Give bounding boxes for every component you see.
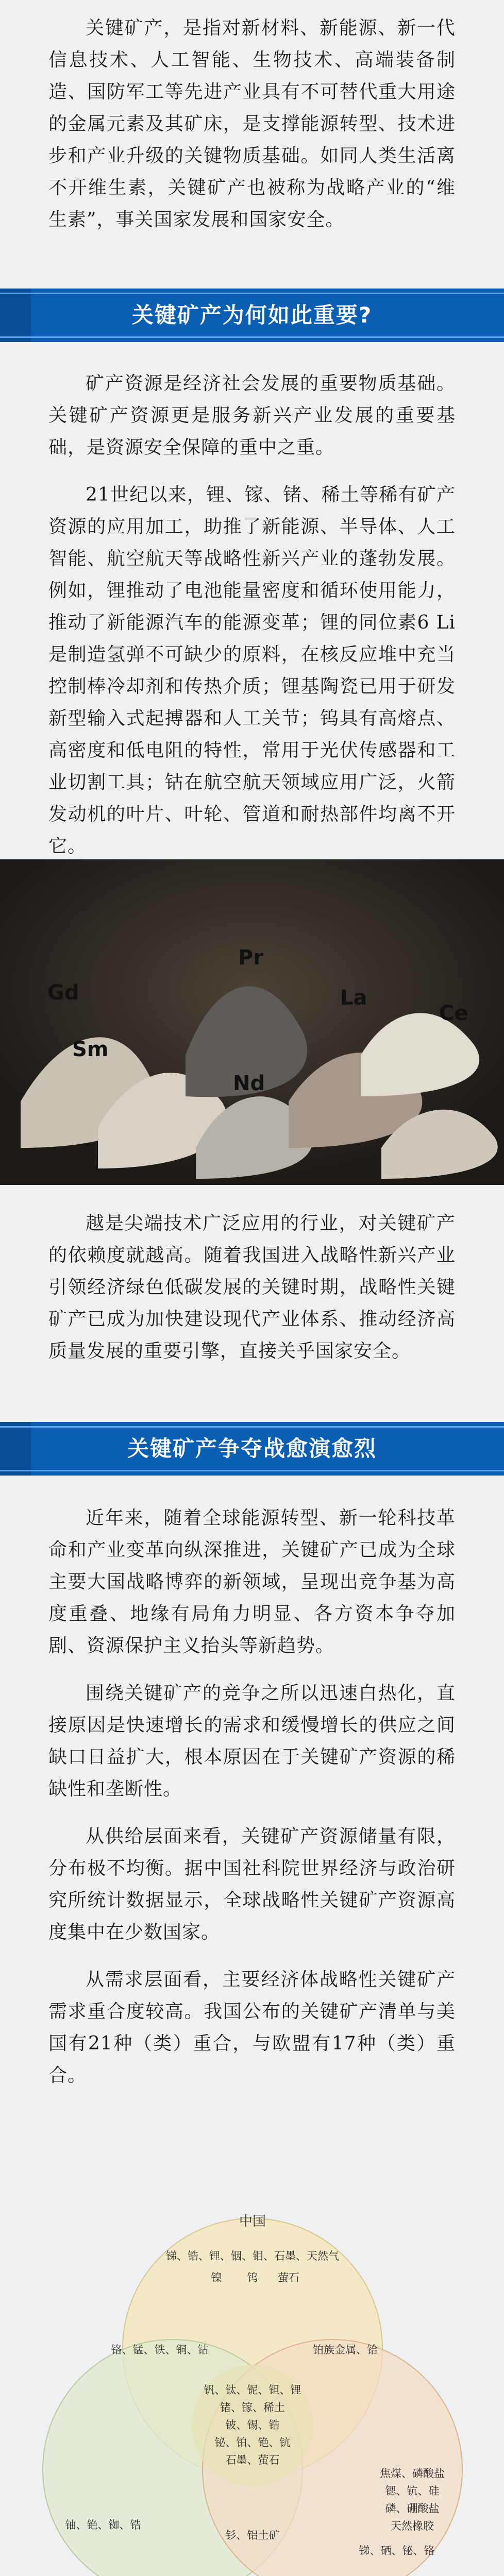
section2-paragraph: 从需求层面看，主要经济体战略性关键矿产需求重合度较高。我国公布的关键矿产清单与美国有21种（类）重合，与欧盟有17种（类）重合。 bbox=[48, 1969, 456, 2086]
section1-paragraph: 矿产资源是经济社会发展的重要物质基础。关键矿产资源更是服务新兴产业发展的重要基础，是资源安全保障的重中之重。 bbox=[48, 373, 456, 458]
rare-earth-minerals-photo bbox=[0, 859, 504, 1185]
element-tag-pr: Pr bbox=[238, 946, 264, 970]
section1-paragraph: 越是尖端技术广泛应用的行业，对关键矿产的依赖度就越高。随着我国进入战略性新兴产业引领经济绿色低碳发展的关键时期，战略性关键矿产已成为加快建设现代产业体系、推动经济高质量发展的重要引擎，直接关乎国家安全。 bbox=[48, 1213, 456, 1362]
venn-eu-only: 天然橡胶 bbox=[391, 2520, 434, 2532]
element-tag-gd: Gd bbox=[47, 981, 79, 1005]
venn-label-china: 中国 bbox=[239, 2213, 266, 2229]
venn-usa-eu: 钐、铝土矿 bbox=[225, 2530, 280, 2541]
section1-text bbox=[0, 368, 504, 862]
section-title: 关键矿产为何如此重要? bbox=[131, 302, 373, 328]
venn-all-three: 锗、镓、稀土 bbox=[220, 2402, 285, 2414]
venn-eu-only: 磷、硼酸盐 bbox=[385, 2503, 440, 2515]
element-tag-sm: Sm bbox=[72, 1038, 109, 1061]
venn-china-eu: 铂族金属、铪 bbox=[313, 2344, 378, 2356]
venn-china-only: 锑、锆、锂、铟、钼、石墨、天然气 bbox=[166, 2250, 339, 2262]
venn-china-only: 萤石 bbox=[278, 2272, 299, 2284]
venn-all-three: 铋、铂、铯、钪 bbox=[214, 2437, 291, 2449]
venn-eu-only: 锶、钪、硅 bbox=[385, 2485, 440, 2497]
section-banner-why-important bbox=[0, 289, 504, 342]
section1-text-after-photo bbox=[0, 1208, 504, 1367]
venn-all-three: 石墨、萤石 bbox=[225, 2454, 280, 2466]
section2-paragraph: 近年来，随着全球能源转型、新一轮科技革命和产业变革向纵深推进，关键矿产已成为全球主要大国战略博弈的新领域，呈现出竞争基为高度重叠、地缘有局角力明显、各方资本争夺加剧、资源保护主义抬头等新趋势。 bbox=[48, 1507, 456, 1656]
venn-svg bbox=[0, 2199, 504, 2576]
section-banner-competition bbox=[0, 1422, 504, 1476]
venn-china-only: 镍 bbox=[211, 2272, 222, 2284]
element-tag-la: La bbox=[340, 986, 367, 1010]
venn-eu-only: 焦煤、磷酸盐 bbox=[380, 2468, 445, 2480]
section2-text bbox=[0, 1502, 504, 2092]
venn-china-usa: 铬、锰、铁、铜、钴 bbox=[111, 2344, 209, 2356]
section2-paragraph: 从供给层面来看，关键矿产资源储量有限，分布极不均衡。据中国社科院世界经济与政治研究所统计数据显示，全球战略性关键矿产资源高度集中在少数国家。 bbox=[48, 1826, 456, 1943]
venn-eu-only: 锑、硒、铋、铬 bbox=[359, 2545, 435, 2557]
element-tag-ce: Ce bbox=[439, 1002, 468, 1025]
venn-all-three: 铍、锡、锆 bbox=[225, 2419, 280, 2431]
intro-paragraph: 关键矿产，是指对新材料、新能源、新一代信息技术、人工智能、生物技术、高端装备制造、国防军工等先进产业具有不可替代重大用途的金属元素及其矿床，是支撑能源转型、技术进步和产业升级的关键物质基础。如同人类生活离不开维生素，关键矿产也被称为战略产业的“维生素”，事关国家发展和国家安全。 bbox=[48, 18, 456, 230]
section1-paragraph: 21世纪以来，锂、镓、锗、稀土等稀有矿产资源的应用加工，助推了新能源、半导体、人工智能、航空航天等战略性新兴产业的蓬勃发展。例如，锂推动了电池能量密度和循环使用能力，推动了新能源汽车的能源变革；锂的同位素6 Li是制造氢弹不可缺少的原料，在核反应堆中充当控制棒冷却剂和传热介质；锂基陶瓷已用于研发新型输入式起搏器和人工关节；钨具有高熔点、高密度和低电阻的特性，常用于光伏传感器和工业切割工具；钴在航空航天领域应用广泛，火箭发动机的叶片、叶轮、管道和耐热部件均离不开它。 bbox=[48, 484, 456, 857]
intro-text bbox=[0, 12, 504, 236]
element-tag-nd: Nd bbox=[233, 1072, 265, 1095]
venn-china-only: 钨 bbox=[247, 2272, 258, 2284]
section2-paragraph: 围绕关键矿产的竞争之所以迅速白热化，直接原因是快速增长的需求和缓慢增长的供应之间缺口日益扩大，根本原因在于关键矿产资源的稀缺性和垄断性。 bbox=[48, 1683, 456, 1800]
venn-all-three: 钒、钛、铌、钽、锂 bbox=[204, 2384, 301, 2396]
critical-minerals-venn-diagram bbox=[0, 2199, 504, 2576]
minerals-illustration bbox=[0, 859, 504, 1185]
venn-usa-only: 铀、铯、铷、锆 bbox=[65, 2519, 141, 2531]
section-title: 关键矿产争夺战愈演愈烈 bbox=[127, 1436, 377, 1461]
